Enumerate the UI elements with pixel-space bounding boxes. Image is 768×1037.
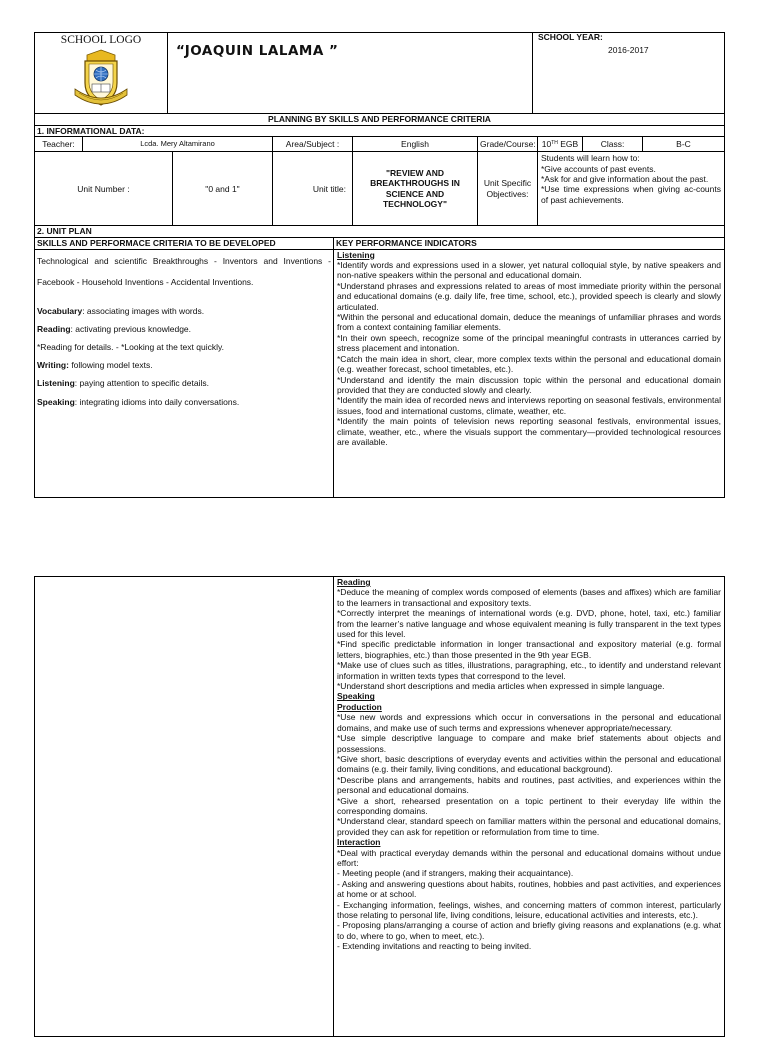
school-year-label: SCHOOL YEAR: [538, 32, 603, 42]
unit-title-label: Unit title: [273, 152, 353, 226]
school-name: “JOAQUIN LALAMA ” [176, 43, 339, 59]
informational-data-table [34, 113, 725, 226]
kpi-item: *Within the personal and educational domain, deduce the meanings of unfamiliar phrases and words from a context containing familiar elements. [337, 312, 721, 333]
kpi-item: - Extending invitations and reacting to being invited. [337, 941, 532, 952]
kpi-item: - Meeting people (and if strangers, making their acquaintance). [337, 868, 574, 879]
kpi-item: *Correctly interpret the meanings of international words (e.g. DVD, phone, hotel, taxi, etc.) familiar from the learner’s native language and whose equivalent meaning is fully transparent in the text types used for this level. [337, 608, 721, 640]
kpi-item: *Identify words and expressions used in a slower, yet natural colloquial style, by native speakers and non-native speakers within the personal and educational domain. [337, 260, 721, 281]
kpi-item: *Use simple descriptive language to compare and make brief statements about objects and possessions. [337, 733, 721, 754]
teacher-label: Teacher: [35, 137, 83, 152]
kpi-item: *Give a short, rehearsed presentation on a topic pertinent to their everyday life within the corresponding domains. [337, 795, 721, 816]
kpi-item: *In their own speech, recognize some of the principal meaningful contrasts in utterances carried by stress placement and intonation. [337, 332, 721, 354]
kpi-item: *Understand clear, standard speech on familiar matters within the personal and educational domains, provided they can ask for repetition or reformulation from time to time. [337, 816, 721, 837]
reading-title: Reading [337, 577, 371, 587]
kpi-item: *Understand short descriptions and media articles when expressed in simple language. [337, 681, 665, 692]
grade-course-value: 10TH EGB [538, 137, 583, 152]
kpi-listening-cell [334, 249, 725, 497]
kpi-item: *Use new words and expressions which occur in conversations in the personal and educational domains, and make use of such terms and expressions whenever appropriate/necessary. [337, 712, 721, 733]
area-subject-label: Area/Subject : [273, 137, 353, 152]
logo-cell [35, 33, 168, 114]
school-year-cell [533, 33, 725, 114]
kpi-header: KEY PERFORMANCE INDICATORS [334, 237, 725, 249]
informational-data-title: 1. INFORMATIONAL DATA: [35, 125, 725, 136]
unit-plan-table [34, 225, 725, 497]
class-value: B-C [643, 137, 725, 152]
criteria-item: Speaking: integrating idioms into daily conversations. [37, 396, 240, 407]
kpi-item: - Exchanging information, feelings, wishes, and concerning matters of common interest, particularly those relating to personal life, living conditions, leisure, educational activities and interests, etc.). [337, 899, 721, 920]
criteria-item: Listening: paying attention to specific details. [37, 378, 209, 389]
skills-criteria-header: SKILLS AND PERFORMACE CRITERIA TO BE DEVELOPED [35, 237, 334, 249]
kpi-item: *Give short, basic descriptions of everyday events and activities within the personal and educational domains (e.g. their family, living conditions, and educational background). [337, 753, 721, 775]
kpi-item: *Deal with practical everyday demands within the personal and educational domains without undue effort: [337, 847, 721, 868]
planning-page-2 [34, 576, 724, 1037]
objective-item: Students will learn how to: [541, 153, 640, 164]
listening-title: Listening [337, 249, 375, 260]
kpi-continuation-cell [334, 577, 725, 1037]
grade-course-label: Grade/Course: [478, 137, 538, 152]
class-label: Class: [583, 137, 643, 152]
kpi-item: *Catch the main idea in short, clear, more complex texts within the personal and educational domain (e.g. weather forecast, school timetables, etc.). [337, 353, 721, 375]
criteria-item: Vocabulary: associating images with words. [37, 305, 205, 316]
school-crest-logo [69, 47, 133, 111]
unit-number-value: "0 and 1" [173, 152, 273, 226]
kpi-item: - Asking and answering questions about habits, routines, hobbies and past activities, and experiences at home or at school. [337, 878, 721, 900]
skills-criteria-empty-cell [35, 577, 334, 1037]
school-name-cell [168, 33, 533, 114]
continuation-table [34, 576, 725, 1037]
criteria-item: Reading: activating previous knowledge. [37, 323, 192, 334]
unit-title-value: "REVIEW AND BREAKTHROUGHS IN SCIENCE AND TECHNOLOGY" [353, 152, 478, 226]
header-table [34, 32, 725, 114]
topics-text: Technological and scientific Breakthroughs - Inventors and Inventions - Facebook - Household Inventions - Accidental Inventions. [37, 255, 331, 287]
unit-plan-title: 2. UNIT PLAN [35, 226, 725, 237]
unit-objectives-label: Unit Specific Objectives: [478, 152, 538, 226]
planning-title: PLANNING BY SKILLS AND PERFORMANCE CRITERIA [35, 114, 725, 125]
area-subject-value: English [353, 137, 478, 152]
planning-page-1 [34, 32, 724, 498]
kpi-item: - Proposing plans/arranging a course of action and briefly giving reasons and explanations (e.g. what to do, where to go, when to meet, etc.). [337, 920, 721, 941]
objective-item: *Give accounts of past events. [541, 163, 656, 174]
kpi-item: *Describe plans and arrangements, habits and routines, past activities, and experiences within the personal and educational domains. [337, 774, 721, 796]
interaction-title: Interaction [337, 837, 381, 848]
school-year-value: 2016-2017 [608, 45, 649, 55]
kpi-item: *Identify the main points of television news reporting seasonal festivals, environmental issues, climate, weather, etc., where the visuals support the commentary—provided technological resources are available. [337, 416, 721, 447]
kpi-item: *Identify the main idea of recorded news and interviews reporting on seasonal festivals, environmental issues, food and international customs, climate, weather, etc. [337, 395, 721, 416]
production-title: Production [337, 701, 382, 712]
objective-item: *Use time expressions when giving ac-counts of past achievements. [541, 184, 721, 205]
criteria-item: Writing: following model texts. [37, 360, 153, 371]
skills-criteria-cell [35, 249, 334, 497]
teacher-value: Lcda. Mery Altamirano [83, 137, 273, 152]
criteria-item: *Reading for details. - *Looking at the text quickly. [37, 342, 224, 353]
kpi-item: *Understand and identify the main discussion topic within the personal and educational domain provided that they are conducted slowly and clearly. [337, 374, 721, 395]
logo-label: SCHOOL LOGO [60, 34, 142, 46]
kpi-item: *Deduce the meaning of complex words composed of elements (bases and affixes) which are familiar to the learners in transactional and expository texts. [337, 587, 721, 608]
unit-number-label: Unit Number : [35, 152, 173, 226]
kpi-item: *Understand phrases and expressions related to areas of most immediate priority within the personal and educational domains (e.g. daily life, free time, school, etc.), provided speech is clearly and slowly articulated. [337, 280, 721, 312]
kpi-item: *Make use of clues such as titles, illustrations, paragraphing, etc., to identify and understand relevant information in written texts types that correspond to the level. [337, 660, 721, 681]
kpi-item: *Find specific predictable information in longer transactional and expository material (e.g. formal letters, biographies, etc.) than those presented in the 9th year EGB. [337, 639, 721, 660]
objective-item: *Ask for and give information about the past. [541, 174, 709, 185]
speaking-title: Speaking [337, 691, 375, 702]
unit-objectives-list [538, 152, 725, 226]
